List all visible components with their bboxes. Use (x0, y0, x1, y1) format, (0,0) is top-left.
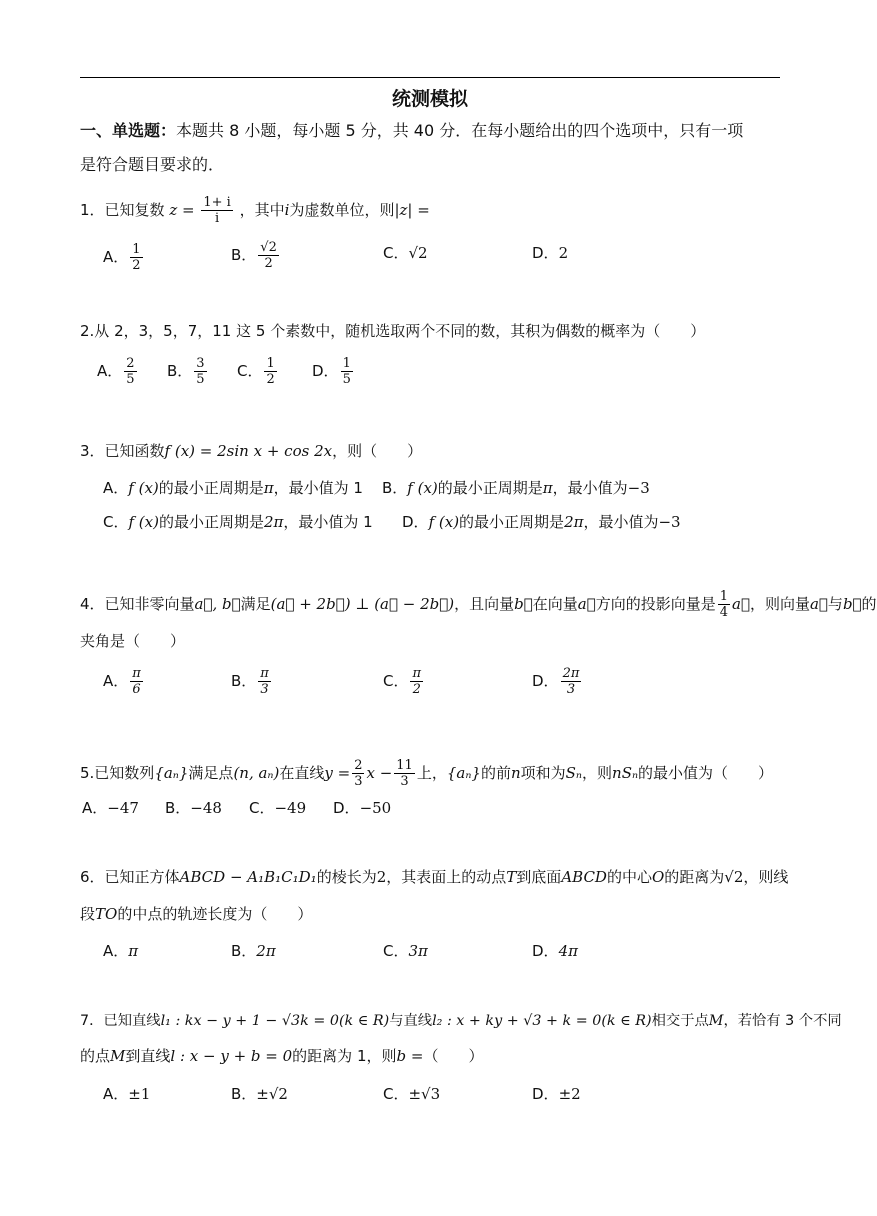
q6-text: 段 (80, 905, 96, 923)
q4-vec-a: a⃗ (732, 595, 750, 613)
frac-den: 5 (126, 372, 135, 387)
q5-option-d[interactable] (333, 799, 391, 817)
option-fraction (194, 356, 206, 387)
q4-option-a[interactable] (103, 666, 145, 697)
option-text: ，最小值为 1 (283, 513, 373, 531)
q1-i: i (284, 201, 290, 219)
option-label: B． (165, 799, 191, 817)
option-label: D． (333, 799, 360, 817)
q5-text: ，则 (582, 764, 613, 782)
q5-sequence: {aₙ} (446, 764, 481, 782)
q1-text-a: 1．已知复数 (80, 201, 165, 219)
q4-text: 方向的投影向量是 (595, 595, 716, 613)
q5-option-b[interactable] (165, 799, 222, 817)
frac-num: 2 (126, 356, 135, 371)
q5-text: 满足点 (188, 764, 234, 782)
q6-TO: TO (95, 905, 118, 923)
option-fraction (258, 240, 279, 271)
q6-O: O (651, 868, 665, 886)
frac-den: 3 (260, 682, 269, 697)
option-value: ±1 (128, 1085, 151, 1103)
option-value: π (128, 942, 139, 960)
q6-text: 的中心 (606, 868, 652, 886)
q5-point: (n, aₙ) (233, 764, 280, 782)
q3-text-b: ，则（ ） (332, 442, 423, 460)
q7-text: 相交于点 (651, 1013, 709, 1029)
option-value: 2π (256, 942, 276, 960)
option-label: C． (237, 362, 263, 380)
option-value: −47 (107, 799, 139, 817)
frac-den: 2 (412, 682, 421, 697)
q4-text: 4．已知非零向量 (80, 595, 195, 613)
option-value: −3 (627, 479, 650, 497)
q7-text: 的点 (80, 1047, 111, 1065)
q6-text: 6．已知正方体 (80, 868, 180, 886)
q7-line-2 (80, 1047, 483, 1065)
q7-option-d[interactable] (532, 1085, 581, 1103)
q6-option-d[interactable] (532, 942, 578, 960)
option-label: A． (103, 942, 129, 960)
option-fraction (410, 666, 423, 697)
option-period: 2π (263, 513, 284, 531)
q4-vec-b: b⃗ (842, 595, 862, 613)
q1-option-b[interactable] (231, 240, 281, 271)
option-func: f (x) (128, 479, 159, 497)
q1-frac-num: 1+ i (203, 195, 231, 210)
frac-num: π (260, 666, 269, 681)
option-label: C． (383, 1085, 409, 1103)
option-label: B． (231, 672, 257, 690)
option-label: B． (231, 246, 257, 264)
q4-condition: (a⃗ + 2b⃗) ⊥ (a⃗ − 2b⃗) (270, 595, 455, 613)
option-label: A． (103, 1085, 129, 1103)
q4-vec-a: a⃗ (577, 595, 596, 613)
q7-b: b = (396, 1047, 424, 1065)
q6-text: 到底面 (516, 868, 562, 886)
option-value: 3π (408, 942, 428, 960)
q6-T: T (506, 868, 517, 886)
q4-line-2: 夹角是（ ） (80, 632, 186, 650)
header-rule (80, 77, 780, 78)
q7-M: M (708, 1013, 724, 1029)
q3-option-b[interactable] (382, 479, 650, 497)
option-label: B． (167, 362, 193, 380)
q2-option-d[interactable] (312, 356, 355, 387)
option-text: 的最小正周期是 (459, 513, 565, 531)
frac-den: 2 (132, 258, 141, 273)
frac-num: 11 (396, 758, 413, 773)
page-title: 统测模拟 (391, 88, 468, 110)
q5-sn: Sₙ (565, 764, 583, 782)
q6-base: ABCD (561, 868, 607, 886)
option-fraction (258, 666, 271, 697)
question-6-stem (80, 868, 788, 886)
q4-option-d[interactable] (532, 666, 583, 697)
q5-text: 的最小值为（ ） (638, 764, 774, 782)
option-value: 4π (558, 942, 578, 960)
q6-option-b[interactable] (231, 942, 276, 960)
frac-den: 5 (196, 372, 205, 387)
q5-fraction-2 (394, 758, 415, 789)
option-fraction (561, 666, 582, 697)
option-text: ，最小值为 1 (273, 479, 363, 497)
q4-text: 在向量 (532, 595, 578, 613)
q4-vectors: a⃗, b⃗ (194, 595, 241, 613)
q1-fraction (201, 195, 232, 226)
q7-text: （ ） (423, 1047, 484, 1065)
option-label: D． (532, 244, 559, 262)
q1-text-c: 为虚数单位，则 (289, 201, 395, 219)
option-label: A． (97, 362, 123, 380)
q7-text: 7．已知直线 (80, 1013, 161, 1029)
frac-den: 3 (400, 774, 409, 789)
option-label: D． (532, 1085, 559, 1103)
q1-option-d[interactable] (532, 244, 568, 262)
frac-num: π (132, 666, 141, 681)
option-value: ±2 (558, 1085, 581, 1103)
option-func: f (x) (428, 513, 460, 531)
option-label: B． (382, 479, 408, 497)
option-value: −49 (274, 799, 307, 817)
question-4-stem (80, 589, 877, 620)
option-text: ，最小值为 (552, 479, 628, 497)
frac-den: 6 (132, 682, 141, 697)
option-label: A． (103, 248, 129, 266)
q6-option-a[interactable] (103, 942, 138, 960)
frac-den: 4 (719, 605, 728, 620)
q5-y: y = (324, 764, 351, 782)
q1-absz: |z| = (394, 201, 430, 219)
option-label: A． (103, 672, 129, 690)
frac-den: 5 (342, 372, 351, 387)
frac-den: 3 (354, 774, 363, 789)
q4-proj-fraction (718, 589, 730, 620)
section-label: 一、单选题： (80, 121, 177, 140)
frac-num: 2π (562, 666, 580, 681)
q4-vec-b: b⃗ (514, 595, 533, 613)
q5-option-c[interactable] (249, 799, 306, 817)
question-7-stem (80, 1012, 842, 1030)
q5-text: 的前 (480, 764, 511, 782)
option-fraction (341, 356, 353, 387)
option-value: √2 (408, 244, 428, 262)
q6-option-c[interactable] (383, 942, 428, 960)
q2-option-c[interactable] (237, 356, 279, 387)
option-period: π (263, 479, 274, 497)
frac-num: √2 (260, 240, 277, 255)
q6-cube: ABCD − A₁B₁C₁D₁ (179, 868, 317, 886)
option-fraction (130, 666, 143, 697)
q1-option-a[interactable] (103, 242, 145, 273)
q1-text-b: ，其中 (239, 201, 285, 219)
frac-den: 2 (264, 256, 273, 271)
option-label: C． (103, 513, 129, 531)
option-label: C． (249, 799, 275, 817)
frac-num: 1 (342, 356, 351, 371)
option-fraction (130, 242, 142, 273)
option-label: B． (231, 942, 257, 960)
frac-num: 1 (266, 356, 275, 371)
question-5-stem (80, 758, 773, 789)
option-period: 2π (564, 513, 584, 531)
q7-option-c[interactable] (383, 1085, 440, 1103)
q4-option-c[interactable] (383, 666, 425, 697)
frac-num: 2 (354, 758, 363, 773)
frac-den: 2 (266, 372, 275, 387)
q5-sequence: {aₙ} (154, 764, 189, 782)
q7-text: 到直线 (125, 1047, 171, 1065)
q4-text: ，且向量 (454, 595, 515, 613)
q5-text: 5.已知数列 (80, 764, 155, 782)
option-period: π (542, 479, 553, 497)
frac-num: 3 (196, 356, 205, 371)
q7-text: 与直线 (389, 1013, 433, 1029)
option-value: ±√3 (408, 1085, 441, 1103)
q5-nsn: nSₙ (612, 764, 639, 782)
q2-option-b[interactable] (167, 356, 209, 387)
section-intro-line2: 是符合题目要求的． (80, 155, 225, 174)
question-3-stem (80, 442, 422, 460)
q3-function: f (x) = 2sin x + cos 2x (164, 442, 333, 460)
q6-dist: √2 (724, 868, 744, 886)
q6-line-2 (80, 905, 312, 923)
q4-option-b[interactable] (231, 666, 273, 697)
option-label: C． (383, 942, 409, 960)
q1-frac-den: i (215, 211, 220, 226)
option-label: C． (383, 244, 409, 262)
q6-edge: 2 (376, 868, 387, 886)
q5-text: 上， (416, 764, 447, 782)
q2-option-a[interactable] (97, 356, 139, 387)
q5-fraction-1 (352, 758, 364, 789)
q7-M: M (110, 1047, 126, 1065)
q3-option-c[interactable] (103, 513, 373, 531)
q4-text: 满足 (240, 595, 271, 613)
option-value: −3 (658, 513, 681, 531)
q5-x: x − (366, 764, 393, 782)
q4-text: 与 (827, 595, 843, 613)
q6-text: ，则线 (743, 868, 789, 886)
option-fraction (124, 356, 136, 387)
section-heading (80, 122, 743, 140)
option-value: −50 (359, 799, 392, 817)
option-value: 2 (558, 244, 569, 262)
q7-line-l1: l₁ : kx − y + 1 − √3k = 0(k ∈ R) (160, 1013, 390, 1029)
option-func: f (x) (407, 479, 438, 497)
q7-line-l2: l₂ : x + ky + √3 + k = 0(k ∈ R) (432, 1013, 652, 1029)
frac-num: 1 (719, 589, 728, 604)
q6-text: 的中点的轨迹长度为（ ） (117, 905, 313, 923)
q6-text: ，其表面上的动点 (386, 868, 507, 886)
section-intro-line1: 本题共 8 小题，每小题 5 分，共 40 分．在每小题给出的四个选项中，只有一项 (176, 121, 744, 140)
q4-text: ，则向量 (749, 595, 810, 613)
option-value: −48 (190, 799, 222, 817)
q4-vec-a: a⃗ (809, 595, 828, 613)
q7-option-b[interactable] (231, 1085, 288, 1103)
option-label: C． (383, 672, 409, 690)
option-label: D． (532, 942, 559, 960)
question-2-stem: 2.从 2，3，5，7，11 这 5 个素数中，随机选取两个不同的数，其积为偶数的概率为（ ） (80, 322, 706, 340)
q5-text: 在直线 (279, 764, 325, 782)
q4-text: 的 (861, 595, 877, 613)
q1-z: z = (169, 201, 195, 219)
q6-text: 的距离为 (664, 868, 725, 886)
q5-option-a[interactable] (82, 799, 139, 817)
q7-text: ，若恰有 3 个不同 (723, 1013, 842, 1029)
q5-n: n (510, 764, 521, 782)
option-label: A． (103, 479, 129, 497)
option-func: f (x) (128, 513, 159, 531)
q3-option-d[interactable] (402, 513, 681, 531)
option-label: B． (231, 1085, 257, 1103)
option-text: 的最小正周期是 (437, 479, 543, 497)
option-label: D． (532, 672, 559, 690)
frac-num: 1 (132, 242, 141, 257)
q7-option-a[interactable] (103, 1085, 150, 1103)
q5-text: 项和为 (520, 764, 566, 782)
q3-option-a[interactable] (103, 479, 363, 497)
option-text: 的最小正周期是 (158, 479, 264, 497)
frac-num: π (412, 666, 422, 681)
question-1-stem (80, 195, 430, 226)
q6-text: 的棱长为 (316, 868, 377, 886)
option-text: ，最小值为 (583, 513, 659, 531)
option-fraction (264, 356, 276, 387)
option-text: 的最小正周期是 (158, 513, 264, 531)
q3-text-a: 3．已知函数 (80, 442, 165, 460)
option-value: ±√2 (256, 1085, 288, 1103)
q7-text: 的距离为 1，则 (292, 1047, 397, 1065)
option-label: A． (82, 799, 108, 817)
q1-option-c[interactable] (383, 244, 428, 262)
q7-line-l: l : x − y + b = 0 (170, 1047, 293, 1065)
frac-den: 3 (566, 682, 576, 697)
option-label: D． (402, 513, 429, 531)
option-label: D． (312, 362, 339, 380)
